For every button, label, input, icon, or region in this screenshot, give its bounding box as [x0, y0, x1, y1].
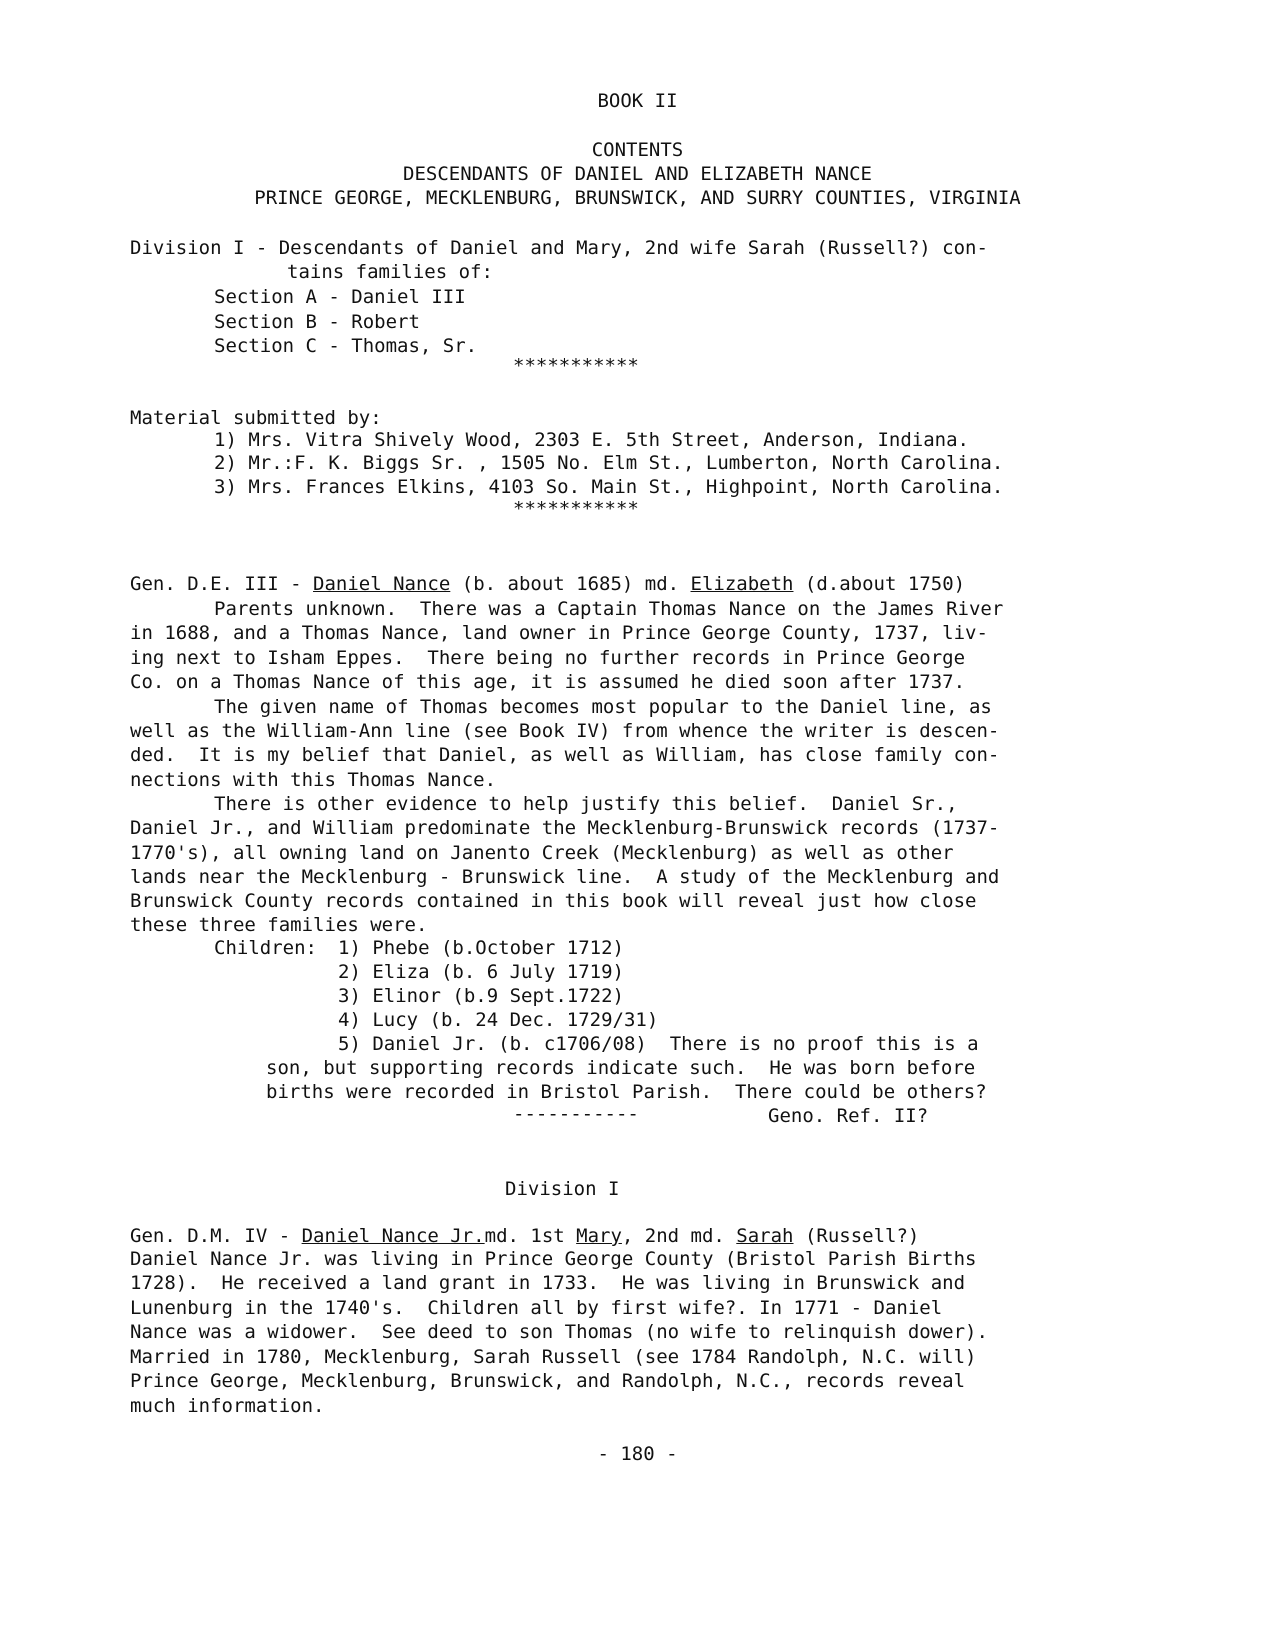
paragraph-line: There is other evidence to help justify this belief. Daniel Sr.,: [214, 793, 958, 815]
paragraph-line: nections with this Thomas Nance.: [130, 769, 497, 791]
paragraph-line: lands near the Mecklenburg - Brunswick line. A study of the Mecklenburg and: [130, 866, 1000, 888]
submitter-3: 3) Mrs. Frances Elkins, 4103 So. Main St., Highpoint, North Carolina.: [214, 476, 1004, 498]
child-item: 3) Elinor (b.9 Sept.1722): [338, 985, 624, 1007]
child-item: 2) Eliza (b. 6 July 1719): [338, 961, 624, 983]
counties-subtitle: PRINCE GEORGE, MECKLENBURG, BRUNSWICK, AND SURRY COUNTIES, VIRGINIA: [254, 187, 1021, 209]
gen3-suffix: (d.about 1750): [793, 573, 966, 595]
paragraph-line: Married in 1780, Mecklenburg, Sarah Russell (see 1784 Randolph, N.C. will): [130, 1346, 977, 1368]
paragraph-line: Lunenburg in the 1740's. Children all by first wife?. In 1771 - Daniel: [130, 1297, 943, 1319]
gen4-spouse1: Mary: [576, 1225, 622, 1247]
gen4-heading: [130, 1224, 919, 1249]
paragraph-line: Brunswick County records contained in this book will reveal just how close: [130, 890, 977, 912]
gen4-mid2: , 2nd md.: [621, 1225, 737, 1247]
division-intro-line: tains families of:: [287, 261, 493, 283]
gen3-mid: (b. about 1685) md.: [450, 573, 691, 595]
star-separator: ***********: [513, 355, 639, 377]
material-heading: Material submitted by:: [130, 407, 382, 429]
geno-reference: Geno. Ref. II?: [768, 1105, 929, 1127]
division-heading: Division I: [505, 1178, 620, 1200]
gen4-prefix: Gen. D.M. IV -: [130, 1225, 302, 1247]
section-c: Section C - Thomas, Sr.: [214, 335, 478, 357]
paragraph-line: in 1688, and a Thomas Nance, land owner in Prince George County, 1737, liv-: [130, 622, 988, 644]
gen3-name: Daniel Nance: [313, 573, 451, 595]
dash-separator: -----------: [513, 1103, 639, 1125]
paragraph-line: much information.: [130, 1395, 325, 1417]
paragraph-line: these three families were.: [130, 914, 428, 936]
division-intro-line: Division I - Descendants of Daniel and Mary, 2nd wife Sarah (Russell?) con-: [130, 237, 988, 259]
paragraph-line: 1770's), all owning land on Janento Creek (Mecklenburg) as well as other: [130, 842, 954, 864]
page-number: - 180 -: [597, 1443, 678, 1465]
paragraph-line: 1728). He received a land grant in 1733. He was living in Brunswick and: [130, 1272, 966, 1294]
paragraph-line: well as the William-Ann line (see Book IV) from whence the writer is descen-: [130, 720, 1000, 742]
gen4-spouse2: Sarah: [736, 1225, 794, 1247]
book-title: BOOK II: [597, 90, 678, 112]
section-a: Section A - Daniel III: [214, 286, 466, 308]
gen4-mid1: md. 1st: [484, 1225, 577, 1247]
gen3-spouse: Elizabeth: [690, 573, 794, 595]
contents-title: CONTENTS: [591, 139, 684, 161]
paragraph-line: Nance was a widower. See deed to son Thomas (no wife to relinquish dower).: [130, 1321, 988, 1343]
submitter-1: 1) Mrs. Vitra Shively Wood, 2303 E. 5th Street, Anderson, Indiana.: [214, 429, 969, 451]
descendants-subtitle: DESCENDANTS OF DANIEL AND ELIZABETH NANCE: [403, 163, 872, 185]
paragraph-line: Co. on a Thomas Nance of this age, it is assumed he died soon after 1737.: [130, 671, 966, 693]
paragraph-line: ded. It is my belief that Daniel, as well as William, has close family con-: [130, 744, 1000, 766]
gen3-heading: [130, 572, 965, 597]
paragraph-line: Daniel Nance Jr. was living in Prince George County (Bristol Parish Births: [130, 1248, 977, 1270]
star-separator: ***********: [513, 498, 639, 520]
submitter-2: 2) Mr.:F. K. Biggs Sr. , 1505 No. Elm St., Lumberton, North Carolina.: [214, 452, 1004, 474]
paragraph-line: Parents unknown. There was a Captain Thomas Nance on the James River: [214, 598, 1004, 620]
children-label: Children:: [214, 937, 317, 959]
paragraph-line: ing next to Isham Eppes. There being no further records in Prince George: [130, 647, 966, 669]
child-item: 1) Phebe (b.October 1712): [338, 937, 624, 959]
gen4-name: Daniel Nance Jr.: [301, 1225, 485, 1247]
child-item: 5) Daniel Jr. (b. c1706/08) There is no proof this is a: [338, 1033, 979, 1055]
child-note-line: births were recorded in Bristol Parish. There could be others?: [266, 1081, 987, 1103]
child-note-line: son, but supporting records indicate such. He was born before: [266, 1057, 976, 1079]
paragraph-line: The given name of Thomas becomes most popular to the Daniel line, as: [214, 696, 992, 718]
section-b: Section B - Robert: [214, 311, 420, 333]
gen3-prefix: Gen. D.E. III -: [130, 573, 314, 595]
paragraph-line: Daniel Jr., and William predominate the Mecklenburg-Brunswick records (1737-: [130, 817, 1000, 839]
paragraph-line: Prince George, Mecklenburg, Brunswick, and Randolph, N.C., records reveal: [130, 1370, 966, 1392]
child-item: 4) Lucy (b. 24 Dec. 1729/31): [338, 1009, 659, 1031]
gen4-suffix: (Russell?): [793, 1225, 920, 1247]
